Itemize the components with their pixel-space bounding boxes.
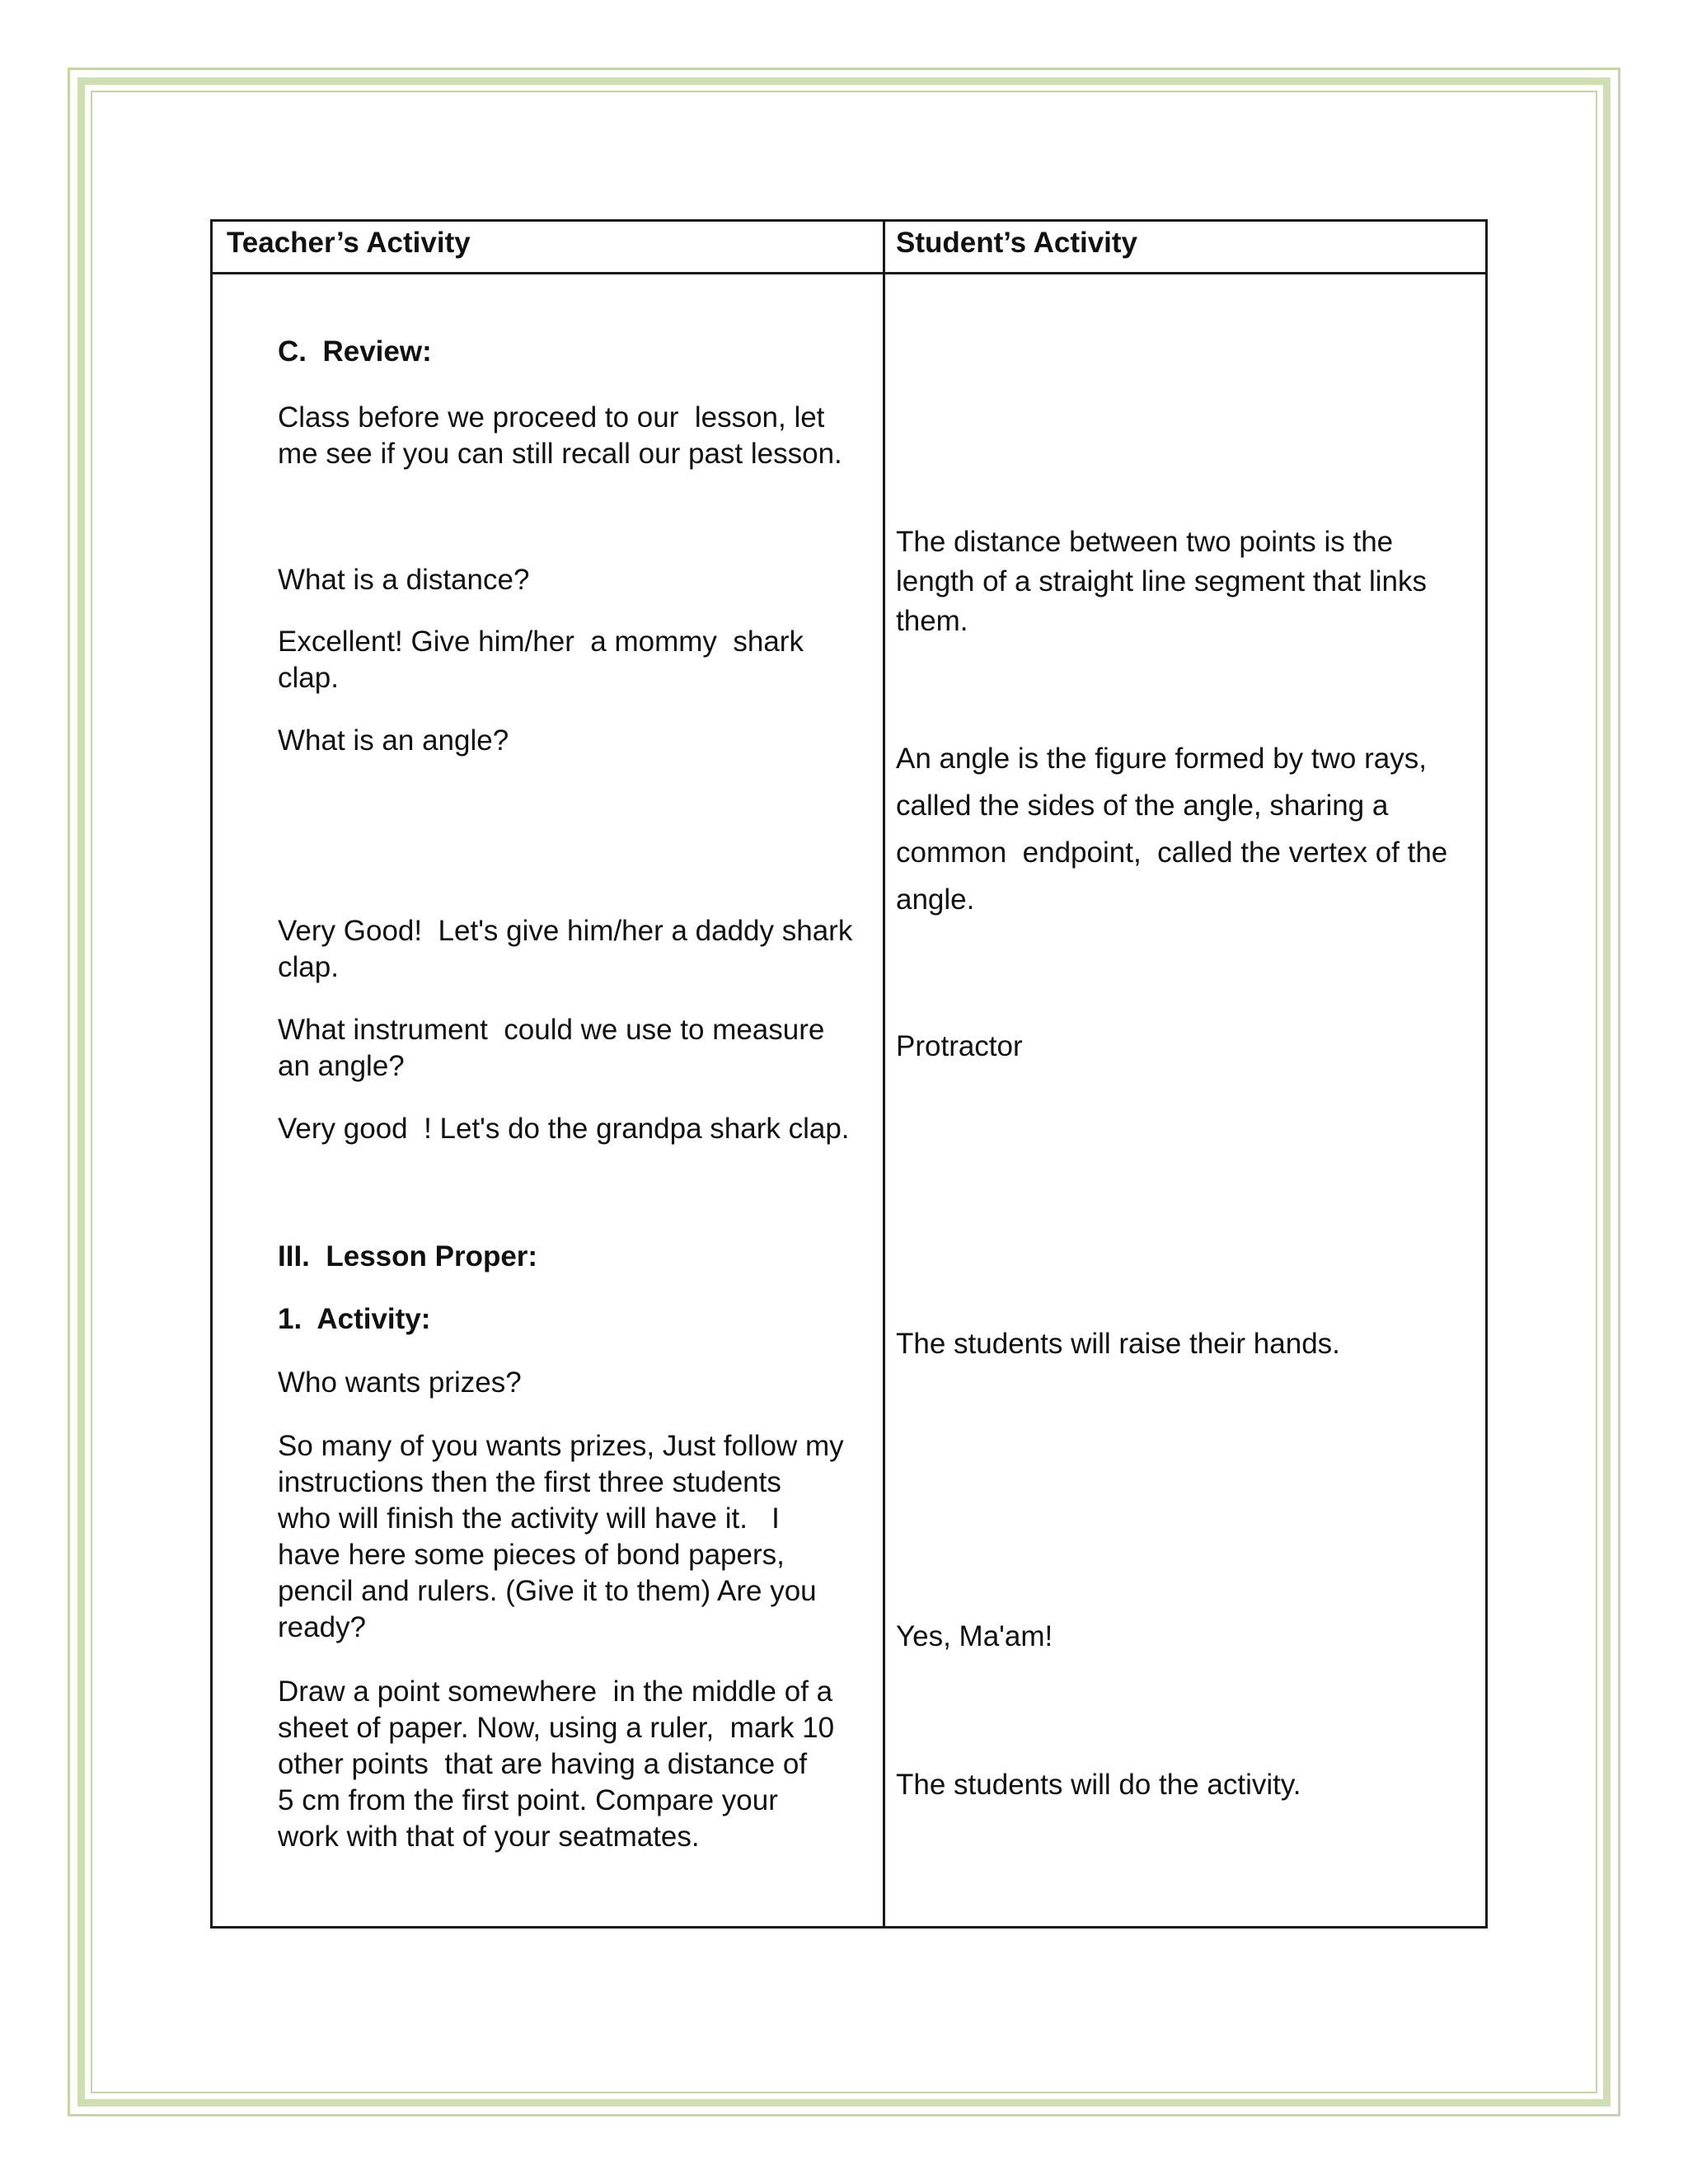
teacher-question: an angle?: [278, 1050, 405, 1082]
student-answer: length of a straight line segment that links: [896, 565, 1427, 598]
teacher-text: me see if you can still recall our past lesson.: [278, 438, 842, 470]
teacher-text: have here some pieces of bond papers,: [278, 1539, 785, 1571]
teacher-question: What is a distance?: [278, 564, 530, 596]
teacher-text: 5 cm from the first point. Compare your: [278, 1784, 778, 1816]
teacher-text: Very good ! Let's do the grandpa shark clap.: [278, 1113, 850, 1145]
student-answer: Protractor: [896, 1030, 1023, 1062]
lesson-proper-heading: III. Lesson Proper:: [278, 1240, 538, 1272]
teacher-question: Who wants prizes?: [278, 1366, 522, 1399]
student-answer: The distance between two points is the: [896, 526, 1394, 558]
teacher-text: sheet of paper. Now, using a ruler, mark 10: [278, 1712, 835, 1744]
student-answer: Yes, Ma'am!: [896, 1620, 1053, 1652]
student-answer: The students will raise their hands.: [896, 1328, 1340, 1360]
table-header-divider: [210, 272, 1488, 274]
teacher-text: ready?: [278, 1611, 367, 1643]
teacher-text: Class before we proceed to our lesson, let: [278, 401, 825, 434]
table-column-divider: [883, 219, 885, 1929]
teacher-text: work with that of your seatmates.: [278, 1821, 700, 1853]
teacher-text: Excellent! Give him/her a mommy shark: [278, 626, 804, 658]
teacher-text: clap.: [278, 951, 339, 983]
student-answer: common endpoint, called the vertex of the: [896, 837, 1448, 869]
teacher-question: What instrument could we use to measure: [278, 1014, 825, 1046]
teacher-text: instructions then the first three students: [278, 1466, 781, 1498]
teacher-text: pencil and rulers. (Give it to them) Are you: [278, 1575, 817, 1607]
teacher-text: clap.: [278, 662, 339, 694]
teacher-text: who will finish the activity will have it. I: [278, 1502, 780, 1535]
activity-heading: 1. Activity:: [278, 1303, 431, 1335]
teacher-text: So many of you wants prizes, Just follow my: [278, 1430, 844, 1462]
student-answer: called the sides of the angle, sharing a: [896, 790, 1389, 822]
teacher-column-header: Teacher’s Activity: [227, 227, 471, 259]
student-answer: The students will do the activity.: [896, 1769, 1301, 1801]
teacher-text: Draw a point somewhere in the middle of a: [278, 1675, 833, 1708]
review-heading: C. Review:: [278, 335, 432, 368]
student-answer: An angle is the figure formed by two rays,: [896, 743, 1427, 775]
student-column-header: Student’s Activity: [896, 227, 1138, 259]
teacher-question: What is an angle?: [278, 724, 509, 757]
teacher-text: other points that are having a distance of: [278, 1748, 808, 1780]
student-answer: angle.: [896, 883, 975, 916]
student-answer: them.: [896, 605, 968, 637]
teacher-text: Very Good! Let's give him/her a daddy shark: [278, 915, 853, 947]
